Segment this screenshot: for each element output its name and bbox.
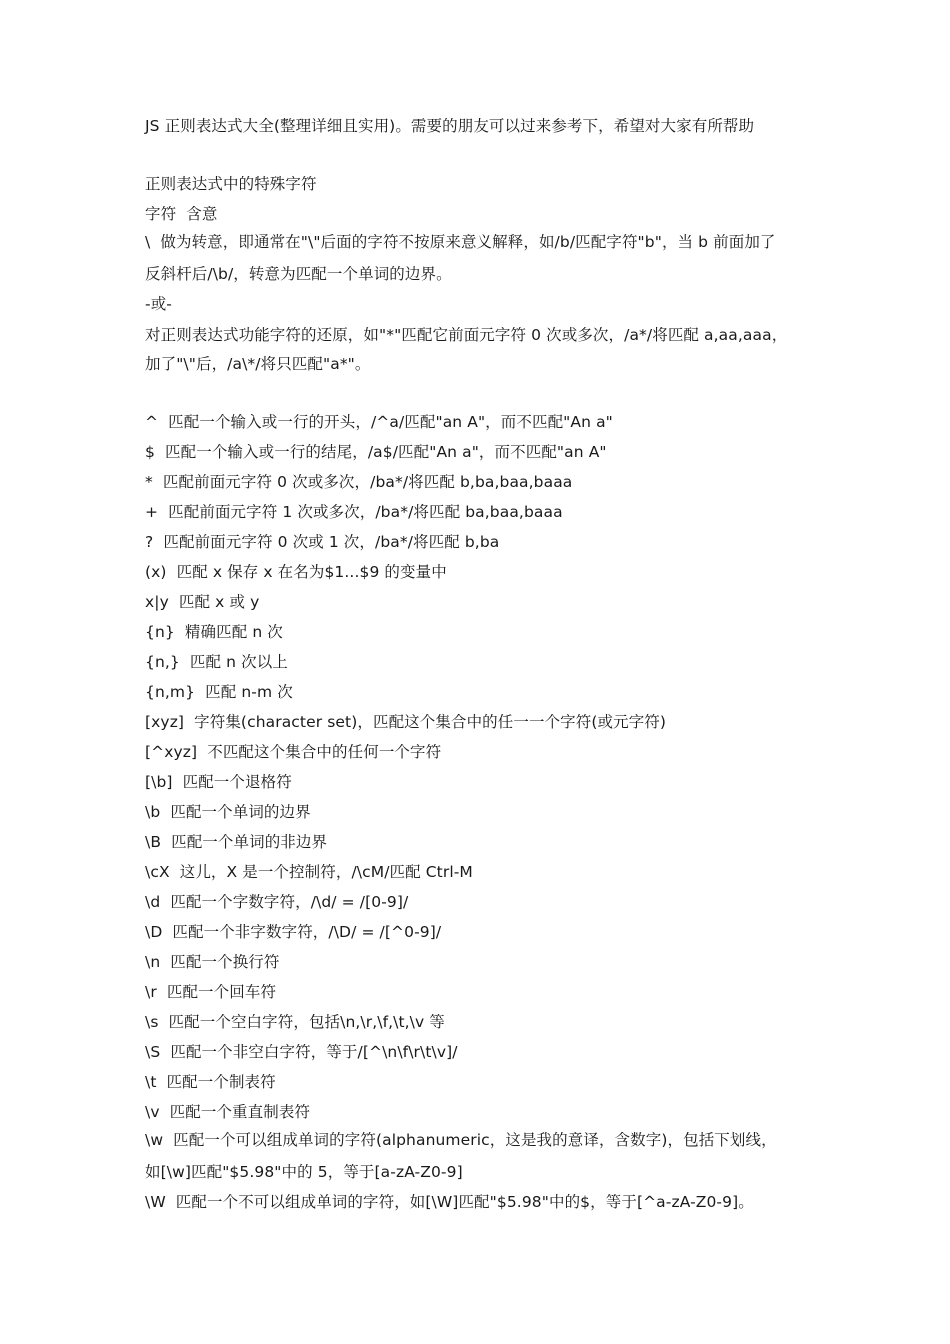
entry-digit: \d 匹配一个字数字符，/\d/ = /[0-9]/ [145, 893, 409, 911]
entry-backspace: [\b] 匹配一个退格符 [145, 773, 292, 791]
entry-carriage-return: \r 匹配一个回车符 [145, 983, 277, 1001]
entry-dollar: $ 匹配一个输入或一行的结尾，/a$/匹配"An a"，而不匹配"an A" [145, 443, 607, 461]
entry-control: \cX 这儿，X 是一个控制符，/\cM/匹配 Ctrl-M [145, 863, 473, 881]
entry-group: (x) 匹配 x 保存 x 在名为$1...$9 的变量中 [145, 563, 447, 581]
entry-tab: \t 匹配一个制表符 [145, 1073, 276, 1091]
intro-line: 对正则表达式功能字符的还原，如"*"匹配它前面元字符 0 次或多次，/a*/将匹配 a,aa,aaa， [145, 326, 788, 344]
entry-non-digit: \D 匹配一个非字数字符，/\D/ = /[^0-9]/ [145, 923, 442, 941]
section-heading: 正则表达式中的特殊字符 [145, 175, 317, 193]
entry-word-char: \w 匹配一个可以组成单词的字符(alphanumeric，这是我的意译，含数字)，包括下划线， [145, 1131, 777, 1149]
entry-plus: + 匹配前面元字符 1 次或多次，/ba*/将匹配 ba,baa,baaa [145, 503, 563, 521]
entry-char-set: [xyz] 字符集(character set)，匹配这个集合中的任一一个字符(或元字符) [145, 713, 667, 731]
entry-star: * 匹配前面元字符 0 次或多次，/ba*/将匹配 b,ba,baa,baaa [145, 473, 573, 491]
intro-line: 反斜杆后/\b/，转意为匹配一个单词的边界。 [145, 265, 452, 283]
entry-newline: \n 匹配一个换行符 [145, 953, 280, 971]
entry-non-whitespace: \S 匹配一个非空白字符，等于/[^\n\f\r\t\v]/ [145, 1043, 458, 1061]
entry-word-char-cont: 如[\w]匹配"$5.98"中的 5，等于[a-zA-Z0-9] [145, 1163, 463, 1181]
intro-line: \ 做为转意，即通常在"\"后面的字符不按原来意义解释，如/b/匹配字符"b"，当 b 前面加了 [145, 233, 776, 251]
entry-non-boundary: \B 匹配一个单词的非边界 [145, 833, 328, 851]
entry-negated-set: [^xyz] 不匹配这个集合中的任何一个字符 [145, 743, 442, 761]
column-header: 字符 含意 [145, 205, 218, 223]
entry-range-count: {n,m} 匹配 n-m 次 [145, 683, 293, 701]
entry-whitespace: \s 匹配一个空白字符，包括\n,\r,\f,\t,\v 等 [145, 1013, 445, 1031]
entry-question: ? 匹配前面元字符 0 次或 1 次，/ba*/将匹配 b,ba [145, 533, 500, 551]
entry-min-count: {n,} 匹配 n 次以上 [145, 653, 288, 671]
entry-vertical-tab: \v 匹配一个重直制表符 [145, 1103, 311, 1121]
intro-line: -或- [145, 295, 172, 313]
entry-caret: ^ 匹配一个输入或一行的开头，/^a/匹配"an A"，而不匹配"An a" [145, 413, 613, 431]
intro-line: 加了"\"后，/a\*/将只匹配"a*"。 [145, 355, 371, 373]
entry-alternation: x|y 匹配 x 或 y [145, 593, 260, 611]
entry-word-boundary: \b 匹配一个单词的边界 [145, 803, 311, 821]
entry-non-word-char: \W 匹配一个不可以组成单词的字符，如[\W]匹配"$5.98"中的$，等于[^a-zA-Z0-9]。 [145, 1193, 754, 1211]
entry-exact-count: {n} 精确匹配 n 次 [145, 623, 283, 641]
document-title: JS 正则表达式大全(整理详细且实用)。需要的朋友可以过来参考下，希望对大家有所帮助 [145, 117, 755, 135]
